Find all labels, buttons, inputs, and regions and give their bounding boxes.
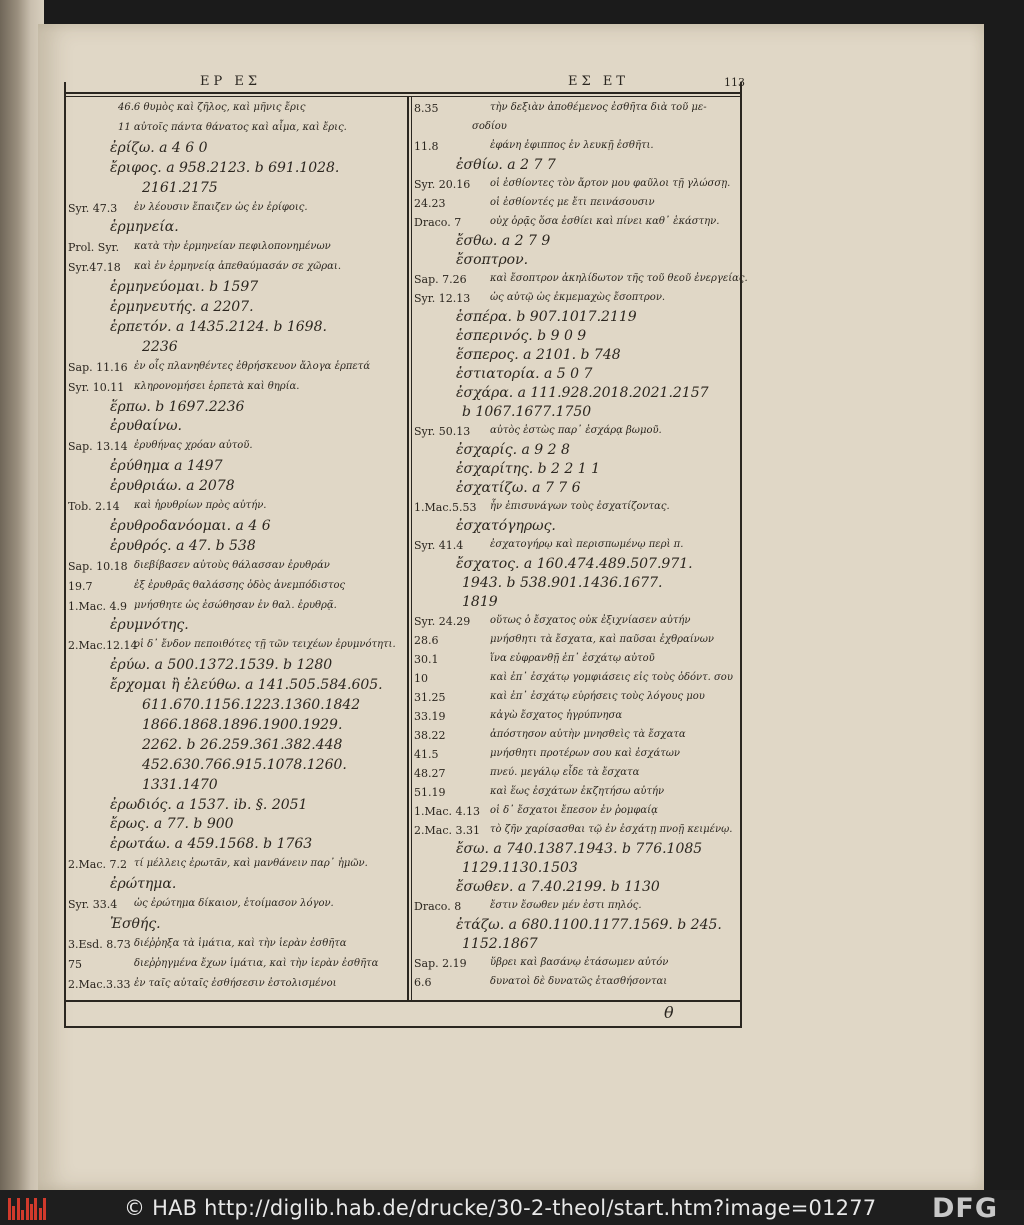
scripture-reference: 2.Mac. 7.2 (68, 858, 127, 872)
entry-row (68, 757, 406, 777)
frame-rule-top-inner (66, 96, 740, 97)
entry-row (414, 689, 740, 708)
citation-text: ἵνα εὐφρανθῇ ἐπ᾽ ἐσχάτῳ αὐτοῦ (490, 653, 655, 664)
hab-logo-bar (17, 1198, 20, 1220)
lemma-entry: ἑρμηνευτής. a 2207. (110, 299, 254, 315)
entry-row (68, 697, 406, 717)
entry-row (68, 319, 406, 339)
citation-text: μνήσθητε ὡς ἐσώθησαν ἐν θαλ. ἐρυθρᾷ. (134, 599, 337, 611)
scripture-reference: 48.27 (414, 767, 446, 780)
citation-text: ἔστιν ἔσωθεν μέν ἐστι πηλός. (490, 900, 642, 911)
entry-row (414, 138, 740, 157)
entry-row (68, 777, 406, 797)
column-divider-inner (411, 96, 412, 1000)
lemma-entry: ἑστιατορία. a 5 0 7 (456, 366, 593, 382)
citation-text: κληρονομήσει ἑρπετὰ καὶ θηρία. (134, 380, 300, 392)
citation-text: ὕβρει καὶ βασάνῳ ἐτάσωμεν αὐτόν (490, 957, 669, 968)
scripture-reference: Syr. 33.4 (68, 898, 118, 911)
entry-row (414, 727, 740, 746)
copyright-link[interactable]: © HAB http://diglib.hab.de/drucke/30-2-theol/start.htm?image=01277 (124, 1196, 877, 1220)
lemma-entry: ἐσχατίζω. a 7 7 6 (456, 480, 581, 496)
scripture-reference: 38.22 (414, 729, 446, 742)
scripture-reference: Syr. 47.3 (68, 201, 118, 215)
entry-row (414, 632, 740, 651)
frame-rule-left (64, 82, 66, 1028)
lemma-entry: ἔρχομαι ἢ ἐλεύθω. a 141.505.584.605. (110, 677, 383, 694)
entry-row (68, 617, 406, 637)
hab-logo-bar (43, 1198, 46, 1220)
scripture-reference: 1.Mac.5.53 (414, 501, 477, 514)
entry-row (414, 461, 740, 480)
citation-text: ἐσχατογήρῳ καὶ περισπωμένῳ περὶ π. (490, 539, 684, 550)
citation-text: πνεύ. μεγάλῳ εἶδε τὰ ἔσχατα (490, 767, 640, 778)
lemma-entry: ἑσπέρα. b 907.1017.2119 (456, 309, 637, 325)
lemma-entry: ἐρύω. a 500.1372.1539. b 1280 (110, 657, 333, 674)
citation-text: καὶ ἠρυθρίων πρὸς αὐτήν. (134, 500, 267, 511)
entry-continuation: 2161.2175 (142, 179, 218, 196)
scripture-reference: Sap. 2.19 (414, 957, 467, 970)
entry-row (68, 916, 406, 936)
entry-row (414, 708, 740, 727)
scripture-reference: 28.6 (414, 634, 439, 647)
entry-row (68, 100, 406, 120)
scripture-reference: Sap. 7.26 (414, 273, 467, 286)
citation-text: κατὰ τὴν ἑρμηνείαν πεφιλοπονημένων (134, 241, 331, 253)
entry-row (68, 956, 406, 976)
column-divider (407, 96, 409, 1000)
scripture-reference: Syr. 10.11 (68, 380, 125, 394)
scripture-reference: 24.23 (414, 197, 446, 210)
entry-row (68, 538, 406, 558)
entry-continuation: 1331.1470 (142, 776, 218, 793)
entry-row (68, 299, 406, 319)
entry-row (414, 271, 748, 290)
entry-row (68, 876, 406, 896)
hab-logo-bar (26, 1198, 29, 1220)
entry-row (414, 328, 740, 347)
signature-mark: θ (664, 1003, 674, 1022)
entry-row (414, 670, 740, 689)
entry-row (68, 717, 406, 737)
scripture-reference: Sap. 10.18 (68, 559, 128, 573)
frame-rule-bottom (66, 1000, 740, 1002)
frame-rule-right (740, 82, 742, 1028)
hab-logo-bar (34, 1198, 37, 1220)
entry-row (414, 537, 740, 556)
entry-row (68, 856, 406, 876)
lemma-entry: ἐσχαρίς. a 9 2 8 (456, 442, 570, 458)
citation-text: ἐξ ἐρυθρᾶς θαλάσσης ὁδὸς ἀνεμπόδιστος (134, 579, 346, 591)
scripture-reference: 30.1 (414, 653, 439, 666)
entry-row (68, 677, 406, 697)
entry-row (68, 797, 406, 817)
entry-row (68, 279, 406, 299)
citation-text: σοδίου (472, 121, 507, 132)
entry-continuation: 1819 (462, 594, 498, 610)
lemma-entry: ἑρπετόν. a 1435.2124. b 1698. (110, 318, 327, 335)
lemma-entry: ἐρίζω. a 4 6 0 (110, 139, 208, 156)
citation-text: διεῤῥηγμένα ἔχων ἱμάτια, καὶ τὴν ἱερὰν ἐσθῆτα (134, 957, 379, 969)
citation-text: ἐν ταῖς αὐταῖς ἐσθήσεσιν ἐστολισμένοι (134, 977, 337, 989)
citation-text: τὸ ζῆν χαρίσασθαι τῷ ἐν ἐσχάτῃ πνοῇ κειμένῳ. (490, 824, 733, 835)
entry-row (414, 480, 740, 499)
entry-row (414, 651, 740, 670)
entry-row (414, 233, 740, 252)
lemma-entry: ἔσοπτρον. (456, 252, 529, 268)
citation-text: διέῤῥηξα τὰ ἱμάτια, καὶ τὴν ἱερὰν ἐσθῆτα (134, 937, 347, 949)
citation-text: ἀπόστησον αὐτὴν μνησθεὶς τὰ ἔσχατα (490, 729, 686, 740)
entry-row (414, 119, 740, 138)
lemma-entry: ἐσθίω. a 2 7 7 (456, 157, 556, 173)
entry-continuation: b 1067.1677.1750 (462, 404, 592, 420)
running-header-right: ΕΣ ΕΤ (568, 74, 629, 89)
citation-text: τί μέλλεις ἐρωτᾶν, καὶ μανθάνειν παρ᾽ ἡμῶν. (134, 858, 368, 870)
scripture-reference: 2.Mac. 3.31 (414, 824, 480, 837)
scripture-reference: Tob. 2.14 (68, 500, 120, 513)
entry-row (68, 399, 406, 419)
entry-row (68, 120, 406, 140)
lemma-entry: ἐρωδιός. a 1537. ib. §. 2051 (110, 796, 308, 813)
citation-text: ὡς ἐρώτημα δίκαιον, ἑτοίμασον λόγον. (134, 898, 334, 909)
entry-row (414, 157, 740, 176)
citation-text: καὶ ἐν ἑρμηνείᾳ ἀπεθαύμασάν σε χῶραι. (134, 261, 342, 273)
entry-continuation: 611.670.1156.1223.1360.1842 (142, 697, 361, 713)
entry-row (68, 558, 406, 578)
citation-text: οὐχ ὁρᾷς ὅσα ἐσθίει καὶ πίνει καθ᾽ ἑκάστην. (490, 216, 720, 227)
entry-continuation: 2236 (142, 338, 178, 355)
dfg-logo[interactable]: DFG (932, 1193, 999, 1224)
entry-row (68, 160, 406, 180)
lemma-entry: ἐρώτημα. (110, 876, 177, 893)
entry-row (414, 917, 740, 936)
entry-row (68, 140, 406, 160)
citation-text: δυνατοὶ δὲ δυνατῶς ἐτασθήσονται (490, 976, 668, 987)
hab-logo-bar (39, 1208, 42, 1220)
scripture-reference: Prol. Syr. (68, 241, 120, 255)
entry-row (68, 359, 406, 379)
entry-continuation: 1866.1868.1896.1900.1929. (142, 716, 343, 733)
hab-logo-bar (12, 1206, 15, 1220)
citation-text: μνήσθητι τὰ ἔσχατα, καὶ παῦσαι ἐχθραίνων (490, 634, 714, 645)
entry-row (68, 637, 406, 657)
citation-text: ἐρυθήνας χρόαν αὐτοῦ. (134, 440, 253, 452)
entry-row (68, 339, 406, 359)
entry-row (414, 404, 740, 423)
citation-text: ἐν οἷς πλανηθέντες ἐθρήσκευον ἄλογα ἑρπετά (134, 360, 371, 372)
citation-text: διεβίβασεν αὐτοὺς θάλασσαν ἐρυθράν (134, 559, 330, 571)
citation-text: οὕτως ὁ ἔσχατος οὐκ ἐξιχνίασεν αὐτήν (490, 615, 691, 626)
lemma-entry: ἐτάζω. a 680.1100.1177.1569. b 245. (456, 917, 722, 933)
entry-row (68, 518, 406, 538)
scripture-reference: Syr. 41.4 (414, 539, 464, 552)
entry-row (414, 252, 740, 271)
entry-row (414, 100, 740, 119)
lemma-entry: Ἐσθής. (110, 915, 161, 932)
citation-text: μνήσθητι προτέρων σου καὶ ἐσχάτων (490, 748, 680, 759)
lemma-entry: ἐρυθαίνω. (110, 418, 183, 435)
scripture-reference: 8.35 (414, 102, 439, 115)
scripture-reference: 41.5 (414, 748, 439, 761)
entry-row (414, 879, 740, 898)
lemma-entry: ἑρμηνεύομαι. b 1597 (110, 279, 259, 296)
entry-row (414, 613, 740, 632)
lemma-entry: ἐσχατόγηρως. (456, 518, 556, 534)
entry-row (68, 598, 406, 618)
page-number: 113 (724, 76, 745, 89)
entry-row (68, 200, 406, 220)
entry-row (414, 290, 740, 309)
entry-row (414, 385, 740, 404)
scripture-reference: Syr. 20.16 (414, 178, 471, 191)
lemma-entry: ἐρυθρός. a 47. b 538 (110, 537, 256, 554)
citation-text: κἀγὼ ἔσχατος ἠγρύπνησα (490, 710, 623, 721)
entry-row (68, 239, 406, 259)
hab-logo-bar (30, 1204, 33, 1220)
entry-row (414, 803, 740, 822)
scripture-reference: 10 (414, 672, 428, 685)
scripture-reference: Syr. 24.29 (414, 615, 471, 628)
scripture-reference: 75 (68, 957, 82, 971)
scripture-reference: 11.8 (414, 140, 439, 153)
entry-row (414, 974, 740, 993)
frame-rule-top (66, 92, 740, 94)
entry-row (414, 936, 740, 955)
lemma-entry: ἐρυθριάω. a 2078 (110, 478, 235, 495)
scripture-reference: 31.25 (414, 691, 446, 704)
scripture-reference: 2.Mac.3.33 (68, 977, 131, 991)
citation-text: ἐν λέουσιν ἔπαιζεν ὡς ἐν ἐρίφοις. (134, 201, 308, 213)
scripture-reference: Sap. 11.16 (68, 360, 128, 374)
entry-row (68, 657, 406, 677)
lemma-entry: ἔσωθεν. a 7.40.2199. b 1130 (456, 879, 660, 895)
entry-continuation: 2262. b 26.259.361.382.448 (142, 736, 343, 753)
entry-row (68, 259, 406, 279)
lemma-entry: ἕσπερος. a 2101. b 748 (456, 347, 621, 363)
lemma-entry: ἔσχατος. a 160.474.489.507.971. (456, 556, 693, 572)
lemma-entry: ἐρωτάω. a 459.1568. b 1763 (110, 836, 313, 853)
entry-row (68, 180, 406, 200)
entry-row (414, 556, 740, 575)
citation-text: ὡς αὐτῷ ὡς ἐκμεμαχὼς ἔσοπτρον. (490, 292, 666, 303)
entry-row (414, 746, 740, 765)
scripture-reference: Draco. 8 (414, 900, 462, 913)
lemma-entry: ἑσπερινός. b 9 0 9 (456, 328, 587, 344)
citation-text: οἱ δ᾽ ἔνδον πεποιθότες τῇ τῶν τειχέων ἐρυμνότητι. (134, 639, 396, 651)
citation-text: καὶ ἐπ᾽ ἐσχάτῳ εὑρήσεις τοὺς λόγους μου (490, 691, 705, 702)
hab-logo-icon[interactable] (8, 1198, 48, 1220)
entry-row (68, 418, 406, 438)
entry-row (414, 784, 740, 803)
citation-text: ἦν ἐπισυνάγων τοὺς ἐσχατίζοντας. (490, 501, 670, 512)
hab-logo-bar (8, 1198, 11, 1220)
scripture-reference: 3.Esd. 8.73 (68, 937, 131, 951)
scripture-reference: Sap. 13.14 (68, 440, 128, 454)
entry-continuation: 1129.1130.1503 (462, 860, 578, 876)
entry-row (414, 347, 740, 366)
entry-row (68, 438, 406, 458)
entry-continuation: 1943. b 538.901.1436.1677. (462, 575, 663, 591)
entry-row (414, 423, 740, 442)
entry-row (414, 841, 740, 860)
hab-logo-bar (21, 1210, 24, 1220)
citation-text: οἱ δ᾽ ἔσχατοι ἔπεσον ἐν ῥομφαίᾳ (490, 805, 658, 816)
entry-continuation: 452.630.766.915.1078.1260. (142, 756, 347, 773)
scripture-reference: Syr. 50.13 (414, 425, 471, 438)
entry-row (68, 478, 406, 498)
scripture-reference: 33.19 (414, 710, 446, 723)
citation-text: οἱ ἐσθίοντες τὸν ἄρτον μου φαῦλοι τῇ γλώσσῃ. (490, 178, 731, 189)
entry-row (68, 578, 406, 598)
entry-row (414, 860, 740, 879)
lemma-entry: ἔριφος. a 958.2123. b 691.1028. (110, 159, 340, 176)
lemma-entry: ἐσχαρίτης. b 2 2 1 1 (456, 461, 600, 477)
entry-row (414, 176, 740, 195)
entry-row (414, 765, 740, 784)
entry-row (414, 955, 740, 974)
entry-row (68, 836, 406, 856)
entry-row (414, 575, 740, 594)
entry-row (414, 499, 740, 518)
running-header-left: ΕΡ ΕΣ (200, 74, 262, 89)
citation-text: 46.6 θυμὸς καὶ ζῆλος, καὶ μῆνις ἔρις (118, 102, 306, 113)
scripture-reference: Draco. 7 (414, 216, 462, 229)
citation-text: αὐτὸς ἑστὼς παρ᾽ ἐσχάρᾳ βωμοῦ. (490, 425, 662, 436)
entry-row (414, 366, 740, 385)
scripture-reference: 2.Mac.12.14 (68, 639, 138, 653)
entry-row (414, 898, 740, 917)
entry-row (68, 498, 406, 518)
scripture-reference: 19.7 (68, 579, 93, 593)
entry-row (68, 458, 406, 478)
scripture-reference: Syr. 12.13 (414, 292, 471, 305)
scripture-reference: 51.19 (414, 786, 446, 799)
entry-row (414, 195, 740, 214)
citation-text: τὴν δεξιὰν ἀποθέμενος ἐσθῆτα διὰ τοῦ με- (490, 102, 707, 113)
lemma-entry: ἐρυμνότης. (110, 617, 189, 634)
scripture-reference: 1.Mac. 4.9 (68, 599, 127, 613)
citation-text: 11 αὐτοῖς πάντα θάνατος καὶ αἷμα, καὶ ἔρις. (118, 121, 347, 133)
lemma-entry: ἔσθω. a 2 7 9 (456, 233, 551, 249)
entry-row (414, 309, 740, 328)
scripture-reference: 6.6 (414, 976, 432, 989)
entry-row (414, 442, 740, 461)
scripture-reference: 1.Mac. 4.13 (414, 805, 480, 818)
lemma-entry: ἔσω. a 740.1387.1943. b 776.1085 (456, 841, 703, 857)
entry-row (414, 594, 740, 613)
entry-row (414, 214, 740, 233)
entry-row (68, 379, 406, 399)
citation-text: οἱ ἐσθίοντές με ἔτι πεινάσουσιν (490, 197, 655, 208)
entry-row (414, 822, 740, 841)
lemma-entry: ἐρύθημα a 1497 (110, 458, 223, 475)
lemma-entry: ἕρπω. b 1697.2236 (110, 398, 245, 415)
entry-row (68, 737, 406, 757)
entry-row (68, 936, 406, 956)
citation-text: ἐφάνη ἐφιππος ἐν λευκῇ ἐσθῆτι. (490, 140, 654, 151)
entry-row (68, 816, 406, 836)
scripture-reference: Syr.47.18 (68, 261, 121, 275)
entry-row (414, 518, 740, 537)
citation-text: καὶ ἐπ᾽ ἐσχάτῳ γομφιάσεις εἰς τοὺς ὀδόντ. σου (490, 672, 733, 683)
entry-row (68, 219, 406, 239)
lemma-entry: ἐρυθροδανόομαι. a 4 6 (110, 517, 271, 534)
citation-text: καὶ ἔσοπτρον ἀκηλίδωτον τῆς τοῦ θεοῦ ἐνεργείας. (490, 273, 748, 284)
lemma-entry: ἔρως. a 77. b 900 (110, 816, 234, 833)
entry-row (68, 976, 406, 996)
citation-text: καὶ ἕως ἐσχάτων ἐκζητήσω αὐτήν (490, 786, 665, 797)
lemma-entry: ἐσχάρα. a 111.928.2018.2021.2157 (456, 385, 709, 401)
lemma-entry: ἑρμηνεία. (110, 219, 179, 236)
frame-rule-bottom-outer (66, 1026, 740, 1028)
entry-row (68, 896, 406, 916)
entry-continuation: 1152.1867 (462, 936, 538, 952)
